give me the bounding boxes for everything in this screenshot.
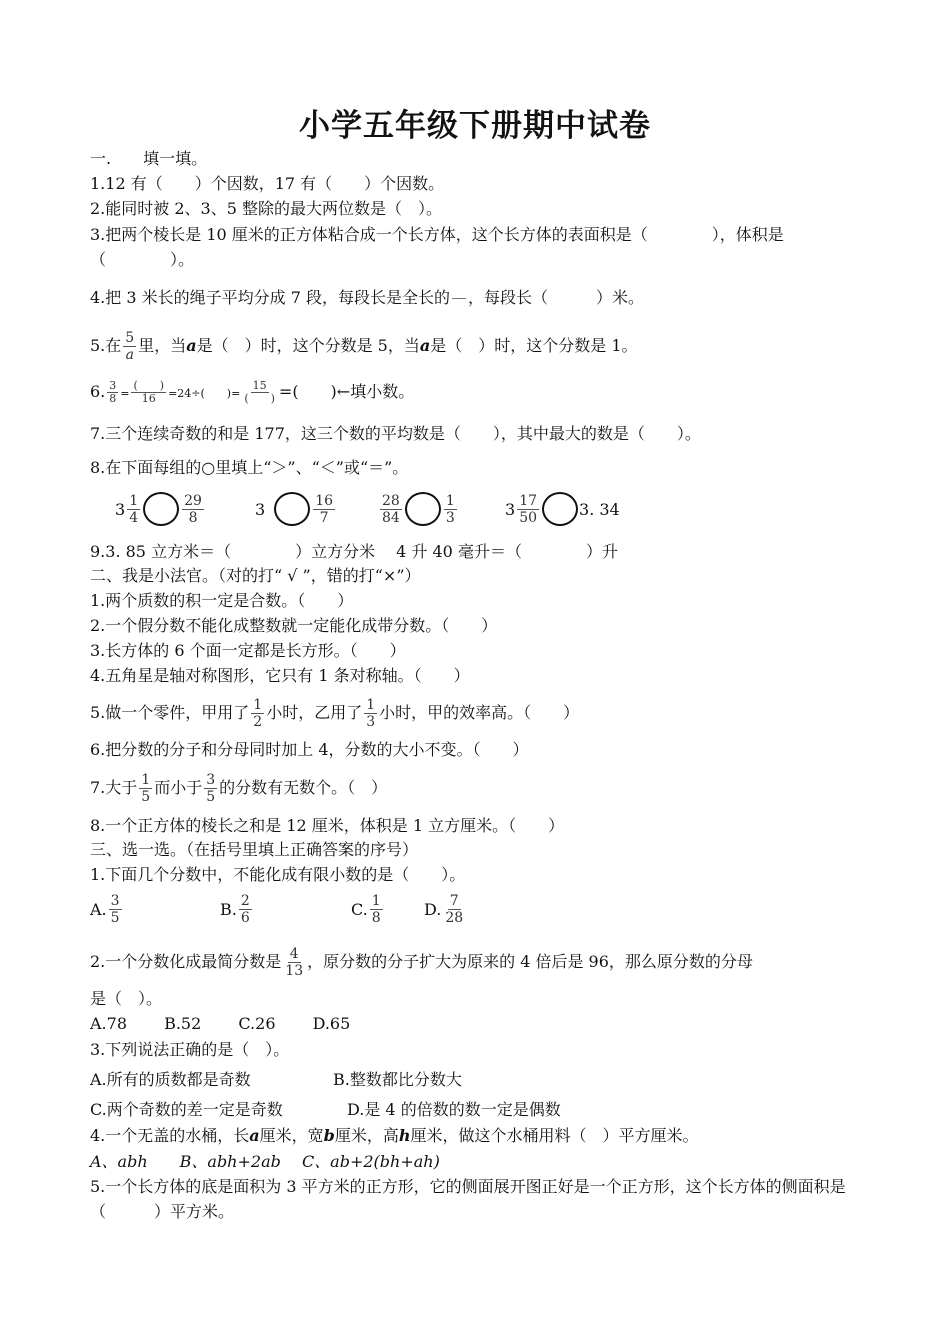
cmp1-left-whole: 3 [115, 499, 126, 519]
s3q2-text-a: 2.一个分数化成最简分数是 [90, 952, 282, 971]
q6-fraction-3 [242, 380, 277, 405]
s3q1-opt-b-den: 6 [240, 910, 250, 926]
cmp1-right-frac [182, 493, 204, 526]
q5-var-2: a [419, 336, 431, 355]
s2-question-5 [90, 697, 579, 730]
compare-group-4 [505, 492, 620, 526]
compare-circle-1[interactable] [143, 492, 179, 526]
s2q7-text-b: 而小于 [154, 778, 203, 797]
cmp3-left-frac [380, 493, 402, 526]
s1-question-3: 3.把两个棱长是 10 厘米的正方体粘合成一个长方体，这个长方体的表面积是（ ），体积是（ ）。 [90, 225, 784, 269]
s2q7-f2-den: 5 [206, 789, 216, 805]
s3-question-1: 1.下面几个分数中，不能化成有限小数的是（ ）。 [90, 865, 466, 884]
s2-question-6: 6.把分数的分子和分母同时加上 4，分数的大小不变。（ ） [90, 740, 529, 759]
s3q2-frac-den: 13 [285, 963, 304, 979]
s3q4-var-h: h [398, 1126, 411, 1145]
section2-heading: 二、我是小法官。（对的打“ √ ”，错的打“×”） [90, 566, 421, 585]
cmp2-right-den: 7 [319, 509, 329, 526]
compare-circle-2[interactable] [274, 492, 310, 526]
s3q1-opt-a-frac [109, 893, 122, 926]
compare-group-1 [115, 492, 206, 526]
q5-var-1: a [186, 336, 197, 355]
cmp1-right-num: 29 [184, 492, 202, 509]
s2q5-f2-num: 1 [366, 697, 376, 713]
cmp1-left-num: 1 [129, 492, 139, 509]
cmp3-right-den: 3 [445, 509, 455, 526]
s3q3-option-b: B.整数都比分数大 [333, 1070, 462, 1089]
s3q1-option-c [351, 893, 385, 926]
s2-question-3: 3.长方体的 6 个面一定都是长方形。（ ） [90, 641, 406, 660]
cmp1-left-frac [127, 493, 140, 526]
q6-f1-den: 8 [109, 392, 117, 405]
s2-question-7 [90, 772, 387, 805]
compare-group-2 [255, 492, 337, 526]
s3q3-option-c: C.两个奇数的差一定是奇数 [90, 1100, 283, 1119]
s3q1-opt-b-num: 2 [240, 893, 250, 909]
q6-f2-den: 16 [141, 392, 156, 405]
s1-question-7: 7.三个连续奇数的和是 177，这三个数的平均数是（ ），其中最大的数是（ ）。 [90, 424, 701, 443]
cmp4-left-num: 17 [519, 492, 538, 509]
s3q4-var-a: a [249, 1126, 260, 1145]
s2-question-1: 1.两个质数的积一定是合数。（ ） [90, 591, 354, 610]
s2q7-f1-den: 5 [141, 789, 151, 805]
q5-text-a: 5.在 [90, 336, 122, 355]
s1-question-5 [90, 330, 638, 363]
s3q1-opt-d-label: D. [424, 900, 442, 919]
compare-circle-4[interactable] [542, 492, 578, 526]
s3q4-options: A、abh B、abh+2ab C、ab+2(bh+ah) [90, 1152, 440, 1171]
s3q1-opt-a-den: 5 [110, 910, 120, 926]
s1-question-8: 8.在下面每组的○里填上“＞”、“＜”或“＝”。 [90, 458, 409, 477]
s2q7-text-c: 的分数有无数个。（ ） [219, 778, 388, 797]
section3-heading: 三、选一选。（在括号里填上正确答案的序号） [90, 840, 419, 859]
cmp3-left-num: 28 [382, 492, 400, 509]
s2q7-text-a: 7.大于 [90, 778, 138, 797]
s2q7-f1-num: 1 [141, 772, 151, 788]
s2q5-f2-den: 3 [366, 714, 376, 730]
s3q4-text-a: 4.一个无盖的水桶，长 [90, 1126, 250, 1145]
s3-question-5: 5.一个长方体的底是面积为 3 平方米的正方形，它的侧面展开图正好是一个正方形，这个长方体的侧面积是（ ）平方米。 [90, 1177, 846, 1221]
s2q5-fraction-1 [251, 697, 264, 730]
s3q1-opt-d-num: 7 [449, 893, 459, 909]
s3-question-3: 3.下列说法正确的是（ ）。 [90, 1040, 290, 1059]
page-title: 小学五年级下册期中试卷 [299, 108, 651, 144]
s1-question-2: 2.能同时被 2、3、5 整除的最大两位数是（ ）。 [90, 199, 442, 218]
s3-question-2 [90, 946, 753, 979]
q6-eq-1: = [120, 387, 130, 400]
cmp2-left-whole: 3 [255, 499, 266, 519]
q6-f2-num: ( ) [133, 379, 165, 392]
q5-frac-num: 5 [125, 330, 135, 346]
q4-blank-fraction [452, 282, 466, 315]
cmp1-left-den: 4 [129, 509, 139, 526]
s3q1-opt-c-den: 8 [371, 910, 381, 926]
s1-question-1: 1.12 有（ ）个因数，17 有（ ）个因数。 [90, 174, 445, 193]
s2q7-fraction-1 [139, 772, 152, 805]
s3q2-options: A.78 B.52 C.26 D.65 [90, 1014, 351, 1033]
s2-question-4: 4.五角星是轴对称图形，它只有 1 条对称轴。（ ） [90, 666, 470, 685]
q6-f3-den: ( ) [244, 392, 275, 405]
q6-lead: 6. [90, 382, 106, 401]
s2q5-text-a: 5.做一个零件，甲用了 [90, 703, 250, 722]
s3q1-option-b [220, 893, 254, 926]
q6-eq-3: =( )←填小数。 [278, 382, 415, 401]
s3q1-opt-d-den: 28 [445, 910, 464, 926]
cmp3-right-num: 1 [445, 492, 455, 509]
q5-fraction [123, 330, 136, 363]
s2q7-f2-num: 3 [206, 772, 216, 788]
s3-question-4 [90, 1125, 699, 1147]
cmp3-left-den: 84 [382, 509, 400, 526]
s3q1-opt-c-label: C. [351, 900, 368, 919]
q5-text-d: 是（ ）时，这个分数是 1。 [430, 336, 638, 355]
cmp4-left-den: 50 [519, 509, 538, 526]
s3q2-text-b: ，原分数的分子扩大为原来的 4 倍后是 96，那么原分数的分母 [307, 952, 753, 971]
cmp2-right-num: 16 [315, 492, 334, 509]
s3q4-text-b: 厘米，宽 [259, 1126, 324, 1145]
s2-question-2: 2.一个假分数不能化成整数就一定能化成带分数。（ ） [90, 616, 498, 635]
cmp4-right-text: 3. 34 [579, 499, 620, 519]
s2q5-text-c: 小时，甲的效率高。（ ） [379, 703, 580, 722]
s3q1-opt-a-label: A. [90, 900, 107, 919]
s1-question-4 [90, 282, 644, 315]
cmp4-left-whole: 3 [505, 499, 516, 519]
q4-text-b: ，每段长（ ）米。 [467, 288, 644, 307]
s3q3-option-d: D.是 4 的倍数的数一定是偶数 [347, 1100, 561, 1119]
s3q4-var-b: b [323, 1126, 335, 1145]
q5-text-c: 是（ ）时，这个分数是 5，当 [196, 336, 420, 355]
s3q1-opt-c-num: 1 [371, 893, 381, 909]
q5-text-b: 里，当 [138, 336, 187, 355]
s3q4-text-d: 厘米，做这个水桶用料（ ）平方厘米。 [410, 1126, 699, 1145]
s2q5-fraction-2 [364, 697, 377, 730]
q6-f1-num: 3 [109, 379, 117, 392]
s3q1-opt-b-label: B. [220, 900, 237, 919]
s3q4-text-c: 厘米，高 [334, 1126, 399, 1145]
s1-question-6 [90, 380, 414, 405]
s2-question-8: 8.一个正方体的棱长之和是 12 厘米，体积是 1 立方厘米。（ ） [90, 816, 565, 835]
cmp1-right-den: 8 [188, 509, 198, 526]
q6-fraction-2 [131, 380, 166, 405]
compare-group-3 [378, 492, 459, 526]
q5-frac-den: a [125, 347, 134, 363]
s1-question-9: 9.3. 85 立方米＝（ ）立方分米 4 升 40 毫升＝（ ）升 [90, 542, 618, 561]
s2q7-fraction-2 [204, 772, 217, 805]
s3q3-option-a: A.所有的质数都是奇数 [90, 1070, 251, 1089]
q6-fraction-1 [107, 380, 118, 405]
cmp2-right-frac [313, 493, 335, 526]
s3q1-option-d [424, 893, 467, 926]
cmp4-left-frac [517, 493, 539, 526]
s2q5-text-b: 小时，乙用了 [266, 703, 363, 722]
s3q1-opt-c-frac [370, 893, 383, 926]
q6-f3-num: 15 [252, 379, 267, 392]
s3q2-fraction [283, 946, 305, 979]
s3q1-opt-a-num: 3 [110, 893, 120, 909]
cmp3-right-frac [444, 493, 457, 526]
s2q5-f1-num: 1 [253, 697, 263, 713]
q4-text-a: 4.把 3 米长的绳子平均分成 7 段，每段长是全长的 [90, 288, 450, 307]
s3q2-frac-num: 4 [289, 946, 299, 962]
s3-question-2-cont: 是（ ）。 [90, 989, 163, 1008]
s3q1-option-a [90, 893, 124, 926]
compare-circle-3[interactable] [405, 492, 441, 526]
section1-heading: 一. 填一填。 [90, 149, 208, 168]
s3q1-opt-d-frac [443, 893, 465, 926]
s3q1-opt-b-frac [239, 893, 252, 926]
s2q5-f1-den: 2 [253, 714, 263, 730]
q6-eq-2: =24÷( )= [168, 387, 241, 400]
